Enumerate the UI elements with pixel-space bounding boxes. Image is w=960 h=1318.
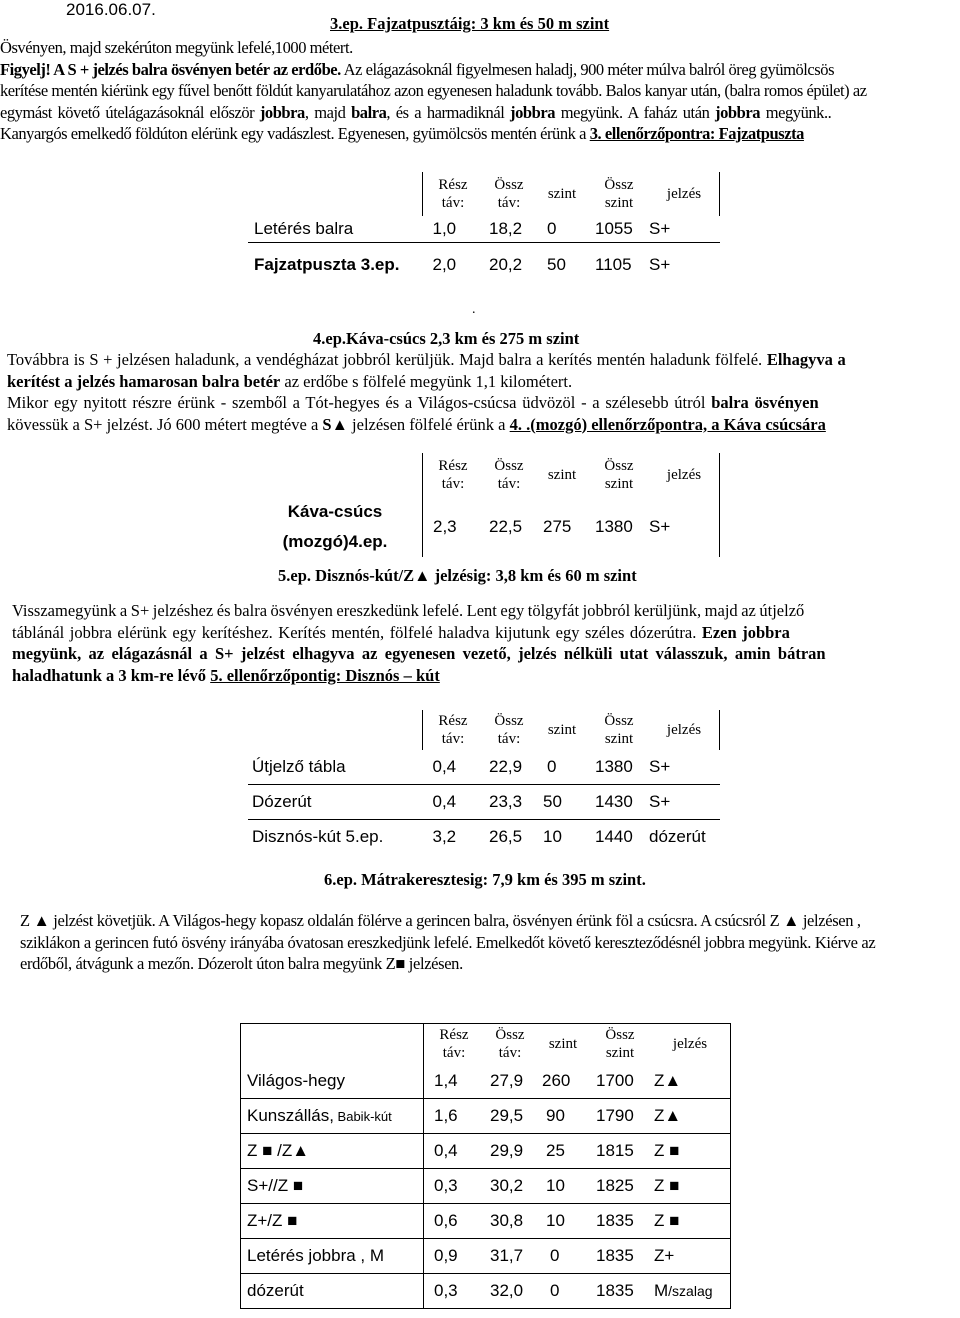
table-row: Káva-csúcs (mozgó)4.ep. 2,3 22,5 275 1380 S+ <box>248 497 720 557</box>
section-4-text: Továbbra is S + jelzésen haladunk, a vendégházat jobbról kerüljük. Majd balra a kerítés mentén haladunk fölfelé. Elhagyva a kerítést a jelzés hamarosan balra betér az erdőbe s fölfelé megyünk 1,1 kilométert. Mikor egy nyitott részre érünk - szemből a Tót-hegyes és a Világos-csúcsa üdvözöl - a szélesebb útról balra ösvényen kövessük a S+ jelzést. Jó 600 métert megtéve a S▲ jelzésen fölfelé érünk a 4. .(mozgó) ellenőrzőpontra, a Káva csúcsára <box>7 350 846 434</box>
section-3-title: 3.ep. Fajzatpusztáig: 3 km és 50 m szint <box>330 14 610 33</box>
section-4-title: 4.ep.Káva-csúcs 2,3 km és 275 m szint <box>313 329 580 348</box>
table-checkpoint-3 <box>248 172 720 287</box>
table-checkpoint-6: Rész táv: Össz táv: szint Össz szint jelzés Világos-hegy 1,4 27,9 260 1700 Z▲ Kunszállás, Babik-kút 1,6 29,5 90 1790 Z▲ Z ■ /Z▲ 0,4 29,9 25 1815 Z ■ S+//Z ■ 0,3 30,2 10 1825 Z ■ Z+/Z ■ 0,6 30,8 10 1835 Z ■ Letérés jobbra , M 0,9 31,7 0 1835 Z+ dózerút 0,3 32,0 0 1835 M/szalag <box>240 1023 731 1309</box>
stray-dot: . <box>472 302 476 317</box>
section-3-text: Ösvényen, majd szekérúton megyünk lefelé,1000 métert. Figyelj! A S + jelzés balra ösvényen betér az erdőbe. Az elágazásoknál figyelmesen haladj, 900 méter múlva balról öreg gyümölcsös kerítése mentén kiérünk egy fűvel benőtt földút kanyarulatához azon egyenesen haladunk tovább. Balos kanyar után, (balra romos épület) az egymást követő útelágazásoknál először jobbra, majd balra, és a harmadiknál jobbra megyünk. A faház után jobbra megyünk.. Kanyargós emelkedő földúton elérünk egy vadászlest. Egyenesen, gyümölcsös mentén érünk a 3. ellenőrzőpontra: Fajzatpuszta <box>0 37 960 145</box>
table-row: S+//Z ■ 0,3 30,2 10 1825 Z ■ <box>241 1169 731 1204</box>
table-row: Z ■ /Z▲ 0,4 29,9 25 1815 Z ■ <box>241 1134 731 1169</box>
table-row: dózerút 0,3 32,0 0 1835 M/szalag <box>241 1274 731 1309</box>
section-3-warning: Figyelj! A S + jelzés balra ösvényen betér az erdőbe. <box>0 59 341 79</box>
checkpoint-5-link: 5. ellenőrzőpontig: Disznós – kút <box>210 665 440 685</box>
checkpoint-3-link: 3. ellenőrzőpontra: Fajzatpuszta <box>589 124 804 143</box>
table-row: Letérés balra 1,0 18,2 0 1055 S+ <box>248 216 720 243</box>
checkpoint-4-link: 4. .(mozgó) ellenőrzőpontra, a Káva csúcsára <box>509 414 826 434</box>
table-row: Z+/Z ■ 0,6 30,8 10 1835 Z ■ <box>241 1204 731 1239</box>
table-row: Kunszállás, Babik-kút 1,6 29,5 90 1790 Z▲ <box>241 1099 731 1134</box>
section-5-title: 5.ep. Disznós-kút/Z▲ jelzésig: 3,8 km és 60 m szint <box>278 566 637 585</box>
table-checkpoint-4: Rész táv: Össz táv: szint Össz szint jelzés Káva-csúcs (mozgó)4.ep. 2,3 22,5 275 1380 S+ <box>248 453 720 557</box>
section-3-line-1: Ösvényen, majd szekérúton megyünk lefelé,1000 métert. <box>0 38 353 57</box>
table-row: Fajzatpuszta 3.ep. 2,0 20,2 50 1105 S+ <box>254 255 671 274</box>
table-header-row: Rész táv: Össz táv: szint Össz szint jelzés <box>248 172 720 216</box>
section-5-text: Visszamegyünk a S+ jelzéshez és balra ösvényen ereszkedünk lefelé. Lent egy tölgyfát jobbról kerüljünk, majd az útjelző táblánál jobbra elérünk egy kerítéshez. Kerítés mentén, fölfelé haladva kijutunk egy széles dózerútra. Ezen jobbra megyünk, az elágazásnál a S+ jelzést elhagyva az egyenesen vezető, jelzés nélküli utat válasszuk, amin bátran haladhatunk a 3 km-re lévő 5. ellenőrzőpontig: Disznós – kút <box>12 601 826 685</box>
table-row: Útjelző tábla 0,4 22,9 0 1380 S+ <box>248 750 720 785</box>
table-row: Disznós-kút 5.ep. 3,2 26,5 10 1440 dózerút <box>252 827 706 846</box>
table-row: Világos-hegy 1,4 27,9 260 1700 Z▲ <box>241 1064 731 1099</box>
table-row: Letérés jobbra , M 0,9 31,7 0 1835 Z+ <box>241 1239 731 1274</box>
section-6-title: 6.ep. Mátrakeresztesig: 7,9 km és 395 m szint. <box>324 870 646 889</box>
table-checkpoint-5: Rész táv: Össz táv: szint Össz szint jelzés Útjelző tábla 0,4 22,9 0 1380 S+ Dózerút 0,4 23,3 50 1430 S+ Disznós-kút 5.ep. 3,2 26,5 10 1440 dózerút <box>248 710 720 854</box>
section-6-text: Z ▲ jelzést követjük. A Világos-hegy kopasz oldalán fölérve a gerincen balra, ösvényen érünk föl a csúcsra. A csúcsról Z ▲ jelzésen , sziklákon a gerincen futó ösvény irányába óvatosan ereszkedjünk lefelé. Emelkedőt követő kereszteződésnél jobbra megyünk. Kiérve az erdőből, átvágunk a mezőn. Dózerolt úton balra megyünk Z■ jelzésen. <box>20 911 876 973</box>
date: 2016.06.07. <box>66 0 156 19</box>
table-row: Dózerút 0,4 23,3 50 1430 S+ <box>248 785 720 820</box>
